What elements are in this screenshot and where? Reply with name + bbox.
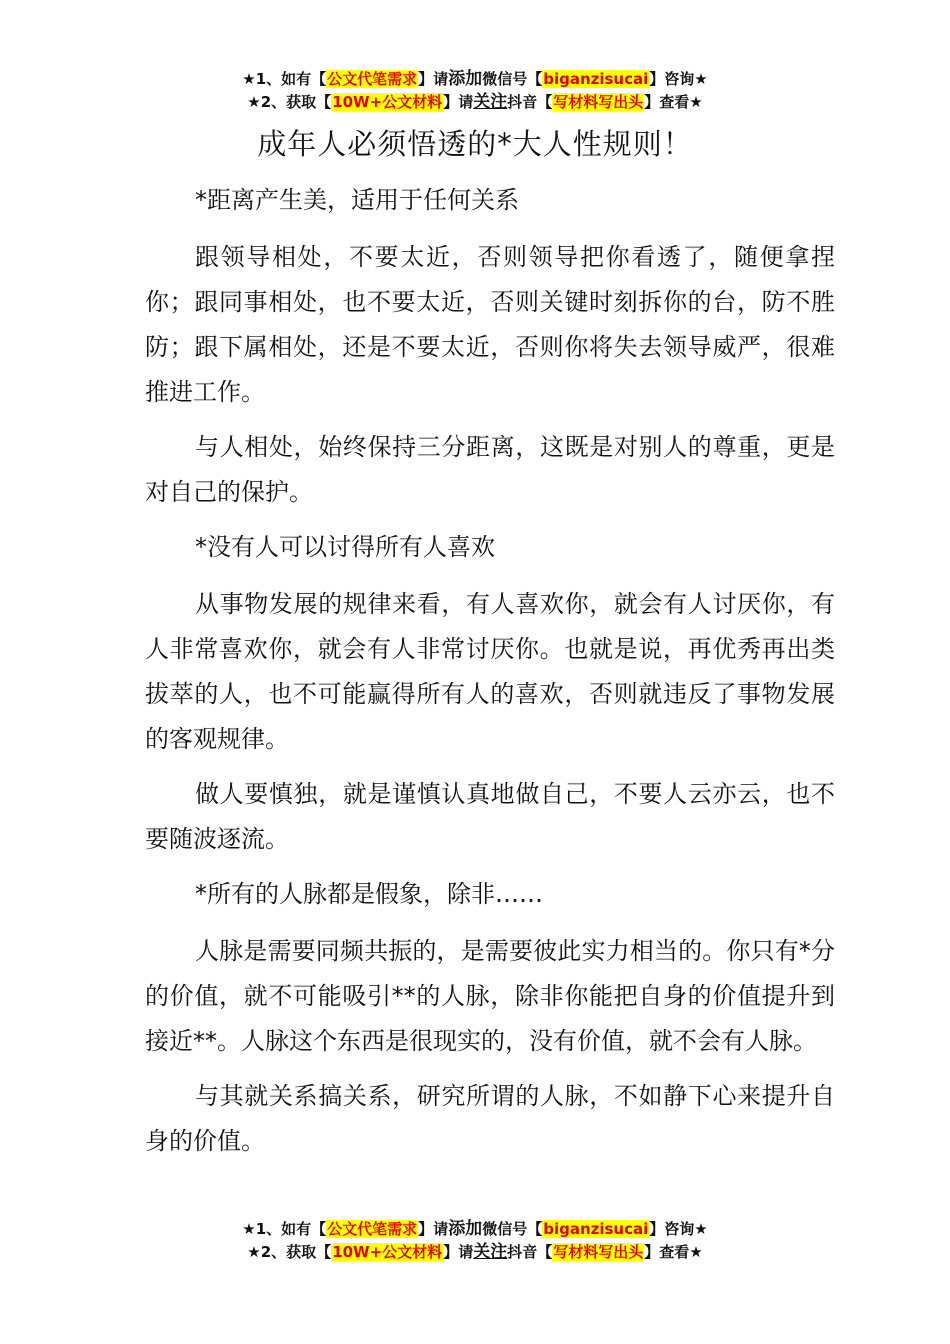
highlight-service: 公文代笔需求 [327,70,418,88]
highlight-materials: 10W+公文材料 [332,1243,443,1261]
highlight-wechat-id: biganzisucai [543,70,649,88]
banner-line-2: ★2、获取【10W+公文材料】请关注抖音【写材料写出头】查看★ [247,1242,703,1262]
footer-banner [0,1218,950,1264]
paragraph: 跟领导相处，不要太近，否则领导把你看透了，随便拿捏你；跟同事相处，也不要太近，否则关键时刻拆你的台，防不胜防；跟下属相处，还是不要太近，否则你将失去领导威严，很难推进工作。 [145,243,835,406]
section-heading: *距离产生美，适用于任何关系 [195,186,519,214]
document-body [145,178,835,1174]
paragraph: 从事物发展的规律来看，有人喜欢你，就会有人讨厌你，有人非常喜欢你，就会有人非常讨厌你。也就是说，再优秀再出类拔萃的人，也不可能赢得所有人的喜欢，否则就违反了事物发展的客观规律。 [145,590,835,753]
highlight-service: 公文代笔需求 [327,1220,418,1238]
document-title: 成年人必须悟透的*大人性规则！ [257,127,693,161]
paragraph: 与人相处，始终保持三分距离，这既是对别人的尊重，更是对自己的保护。 [145,433,835,506]
paragraph: 与其就关系搞关系，研究所谓的人脉，不如静下心来提升自身的价值。 [145,1082,835,1155]
highlight-douyin-id: 写材料写出头 [553,1243,644,1261]
header-banner [0,68,950,114]
paragraph: 做人要慎独，就是谨慎认真地做自己，不要人云亦云，也不要随波逐流。 [145,780,835,853]
paragraph: 人脉是需要同频共振的，是需要彼此实力相当的。你只有*分的价值，就不可能吸引**的人脉，除非你能把自身的价值提升到接近**。人脉这个东西是很现实的，没有价值，就不会有人脉。 [145,937,835,1055]
highlight-douyin-id: 写材料写出头 [553,93,644,111]
section-heading: *所有的人脉都是假象，除非…… [195,880,543,908]
banner-line-1: ★1、如有【公文代笔需求】请添加微信号【biganzisucai】咨询★ [242,69,708,89]
highlight-materials: 10W+公文材料 [332,93,443,111]
section-heading: *没有人可以讨得所有人喜欢 [195,533,495,561]
highlight-wechat-id: biganzisucai [543,1220,649,1238]
banner-line-1: ★1、如有【公文代笔需求】请添加微信号【biganzisucai】咨询★ [242,1219,708,1239]
banner-line-2: ★2、获取【10W+公文材料】请关注抖音【写材料写出头】查看★ [247,92,703,112]
